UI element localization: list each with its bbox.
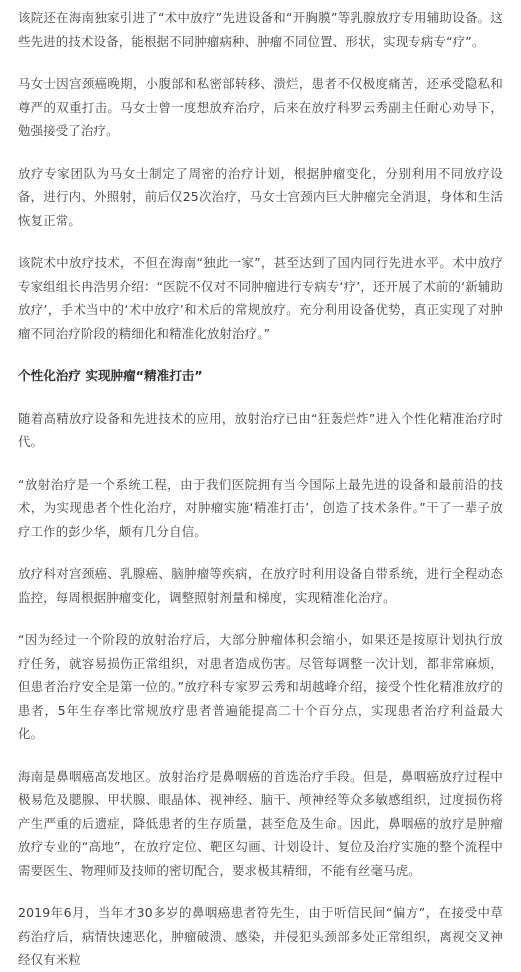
- paragraph: 放疗科对宫颈癌、乳腺癌、脑肿瘤等疾病，在放疗时利用设备自带系统，进行全程动态监控，每周根据肿瘤变化，调整照射剂量和梯度，实现精准化治疗。: [18, 566, 503, 605]
- paragraph: 海南是鼻咽癌高发地区。放射治疗是鼻咽癌的首选治疗手段。但是，鼻咽癌放疗过程中极易危及腮腺、甲状腺、眼晶体、视神经、脑干、颅神经等众多敏感组织，过度损伤将产生严重的后遗症，降低患者的生存质量，甚至危及生命。因此，鼻咽癌的放疗是肿瘤放疗专业的“高地”，在放疗定位、靶区勾画、计划设计、复位及治疗实施的整个流程中需要医生、物理师及技师的密切配合，要求极其精细，不能有丝毫马虎。: [18, 768, 503, 878]
- section-heading: 个性化治疗 实现肿瘤“精准打击”: [18, 368, 203, 383]
- paragraph: 该院术中放疗技术，不但在海南“独此一家”，甚至达到了国内同行先进水平。术中放疗专家组组长冉浩男介绍：“医院不仅对不同肿瘤进行专病专‘疗’，还开展了术前的‘新辅助放疗’，手术当中的‘术中放疗’和术后的常规放疗。充分利用设备优势，真正实现了对肿瘤不同治疗阶段的精细化和精准化放射治疗。”: [18, 255, 503, 341]
- paragraph: 随着高精放疗设备和先进技术的应用，放射治疗已由“狂轰烂炸”进入个性化精准治疗时代。: [18, 410, 503, 449]
- paragraph: “因为经过一个阶段的放射治疗后，大部分肿瘤体积会缩小，如果还是按原计划执行放疗任务，就容易损伤正常组织，对患者造成伤害。尽管每调整一次计划，都非常麻烦，但患者治疗安全是第一位的。”放疗科专家罗云秀和胡越峰介绍，接受个性化精准放疗的患者，5年生存率比常规放疗患者普遍能提高二十个百分点，实现患者治疗利益最大化。: [18, 632, 503, 741]
- paragraph: “放射治疗是一个系统工程，由于我们医院拥有当今国际上最先进的设备和最前沿的技术，为实现患者个性化治疗，对肿瘤实施‘精准打击’，创造了技术条件。”干了一辈子放疗工作的彭少华，颇有几分自信。: [18, 476, 503, 539]
- paragraph: 马女士因宫颈癌晚期，小腹部和私密部转移、溃烂，患者不仅极度痛苦，还承受隐私和尊严的双重打击。马女士曾一度想放弃治疗，后来在放疗科罗云秀副主任耐心劝导下，勉强接受了治疗。: [18, 76, 503, 138]
- paragraph: 该院还在海南独家引进了“术中放疗”先进设备和“开胸膜”等乳腺放疗专用辅助设备。这些先进的技术设备，能根据不同肿瘤病种、肿瘤不同位置、形状，实现专病专“疗”。: [18, 10, 503, 49]
- paragraph: 2019年6月，当年才30多岁的鼻咽癌患者符先生，由于听信民间“偏方”，在接受中草药治疗后，病情快速恶化，肿瘤破溃、感染，并侵犯头颈部多处正常组织，离视交叉神经仅有米粒: [18, 905, 503, 967]
- paragraph: 放疗专家团队为马女士制定了周密的治疗计划，根据肿瘤变化，分别利用不同放疗设备，进行内、外照射，前后仅25次治疗，马女士宫颈内巨大肿瘤完全消退，身体和生活恢复正常。: [18, 165, 503, 228]
